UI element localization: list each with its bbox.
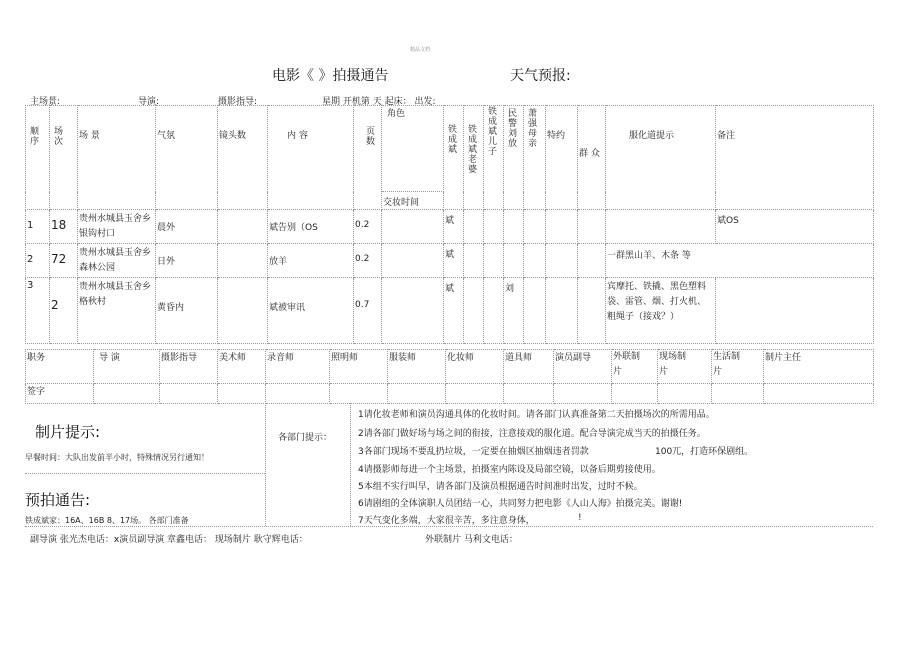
production-tips-heading: 制片提示: — [35, 423, 101, 441]
preview-notice-text: 铁成斌家：16A、16B 8、17场。 各部门准备 — [25, 516, 189, 525]
staff-costume: 服装师 — [388, 350, 446, 384]
staff-sound: 录音师 — [266, 350, 330, 384]
footer-liaison: 外联制片 马利文电话： — [425, 535, 518, 545]
staff-supervisor: 制片主任 — [764, 350, 874, 384]
dept-note: 6请剧组的全体演职人员团结一心，共同努力把电影《人山人海》拍摄完美。谢谢! — [358, 499, 683, 509]
preview-notice-heading: 预拍通告: — [25, 491, 91, 509]
footer-contacts: 副导演 张光杰电话：x演员副导演 章鑫电话： 现场制片 耿守辉电话： — [30, 535, 308, 545]
col-special: 特约 — [546, 106, 578, 210]
staff-liaison: 外联制片 — [612, 350, 658, 384]
staff-actor-ad: 演员副导 — [554, 350, 612, 384]
table-row: 2 72 贵州水城县玉舍乡森林公园 日外 放羊 0.2 斌 一群黑山羊、木条 等 — [26, 244, 874, 278]
info-scene: 主场景: — [30, 97, 61, 107]
dept-note: 3各部门现场不要乱扔垃圾，一定要在抽烟区抽烟违者罚款 — [358, 447, 589, 457]
dept-note: 5本组不实行叫早，请各部门及演员根据通告时间准时出发，过时不候。 — [358, 482, 643, 492]
dept-tips-label: 各部门提示： — [278, 433, 333, 443]
staff-sign-label: 签字 — [26, 384, 94, 404]
col-role: 角色 — [382, 106, 444, 192]
staff-makeup: 化妆师 — [446, 350, 504, 384]
col-costume: 服化道提示 — [606, 106, 716, 210]
dept-note: 100兀，打造环保剧组。 — [655, 447, 754, 457]
staff-light: 照明师 — [330, 350, 388, 384]
staff-director: 导 演 — [94, 350, 160, 384]
staff-onset: 现场制片 — [658, 350, 712, 384]
col-seq: 顺序 — [26, 106, 50, 210]
staff-life: 生活制片 — [712, 350, 764, 384]
dept-note: 1请化妆老师和演员沟通具体的化妆时间。请各部门认真准备第二天拍摄场次的所需用品。 — [358, 410, 715, 420]
col-scene-no: 场次 — [50, 106, 78, 210]
production-tips-text: 早餐时间：大队出发前半小时，特殊情况另行通知！ — [25, 453, 209, 462]
weather-forecast: 天气预报: — [510, 68, 571, 84]
tips-box — [25, 403, 873, 527]
col-extras: 群 众 — [578, 106, 606, 210]
col-char-1: 铁成斌 — [444, 106, 464, 210]
col-mood: 气氛 — [156, 106, 218, 210]
col-scene: 场 景 — [78, 106, 156, 210]
col-char-2: 铁成斌老婆 — [464, 106, 484, 210]
dept-note: 2请各部门做好场与场之间的衔接，注意接戏的服化道。配合导演完成当天的拍摄任务。 — [358, 429, 706, 439]
col-makeup-time: 交妆时间 — [382, 192, 444, 210]
staff-props: 道具师 — [504, 350, 554, 384]
info-schedule: 星期 开机第 天 起床： 出发: — [322, 97, 436, 107]
page-title: 电影《 》拍摄通告 — [272, 68, 389, 84]
col-char-3: 铁成斌儿子 — [484, 106, 504, 210]
col-char-5: 萧强母亲 — [524, 106, 546, 210]
schedule-table — [25, 105, 874, 344]
col-content: 内 容 — [268, 106, 354, 210]
watermark: 精品文档 — [410, 47, 431, 53]
dept-note: 7天气变化多端，大家很辛苦，多注意身体， — [358, 516, 535, 526]
dept-note: 4请摄影师每进一个主场景，拍摄室内陈设及局部空镜，以备后期剪接使用。 — [358, 465, 661, 475]
staff-dp: 摄影指导 — [160, 350, 218, 384]
info-director: 导演: — [138, 97, 160, 107]
info-dp: 摄影指导: — [218, 97, 258, 107]
staff-table — [25, 349, 874, 404]
col-pages: 页数 — [354, 106, 382, 210]
table-row: 1 18 贵州水城县玉舍乡银钩村口 晨外 斌告别（OS 0.2 斌 斌OS — [26, 210, 874, 244]
staff-role-label: 职务 — [26, 350, 94, 384]
col-char-4: 民警刘放 — [504, 106, 524, 210]
table-row: 3 2 贵州水城县玉舍乡格秋村 黄昏内 斌被审讯 0.7 斌 刘 宾摩托、铁撬、黑色塑料袋、雷管、烟、打火机、粗绳子（接戏？） — [26, 278, 874, 344]
col-shot: 镜头数 — [218, 106, 268, 210]
col-remark: 备注 — [716, 106, 874, 210]
staff-art: 美术师 — [218, 350, 266, 384]
dept-note: ! — [578, 513, 582, 523]
